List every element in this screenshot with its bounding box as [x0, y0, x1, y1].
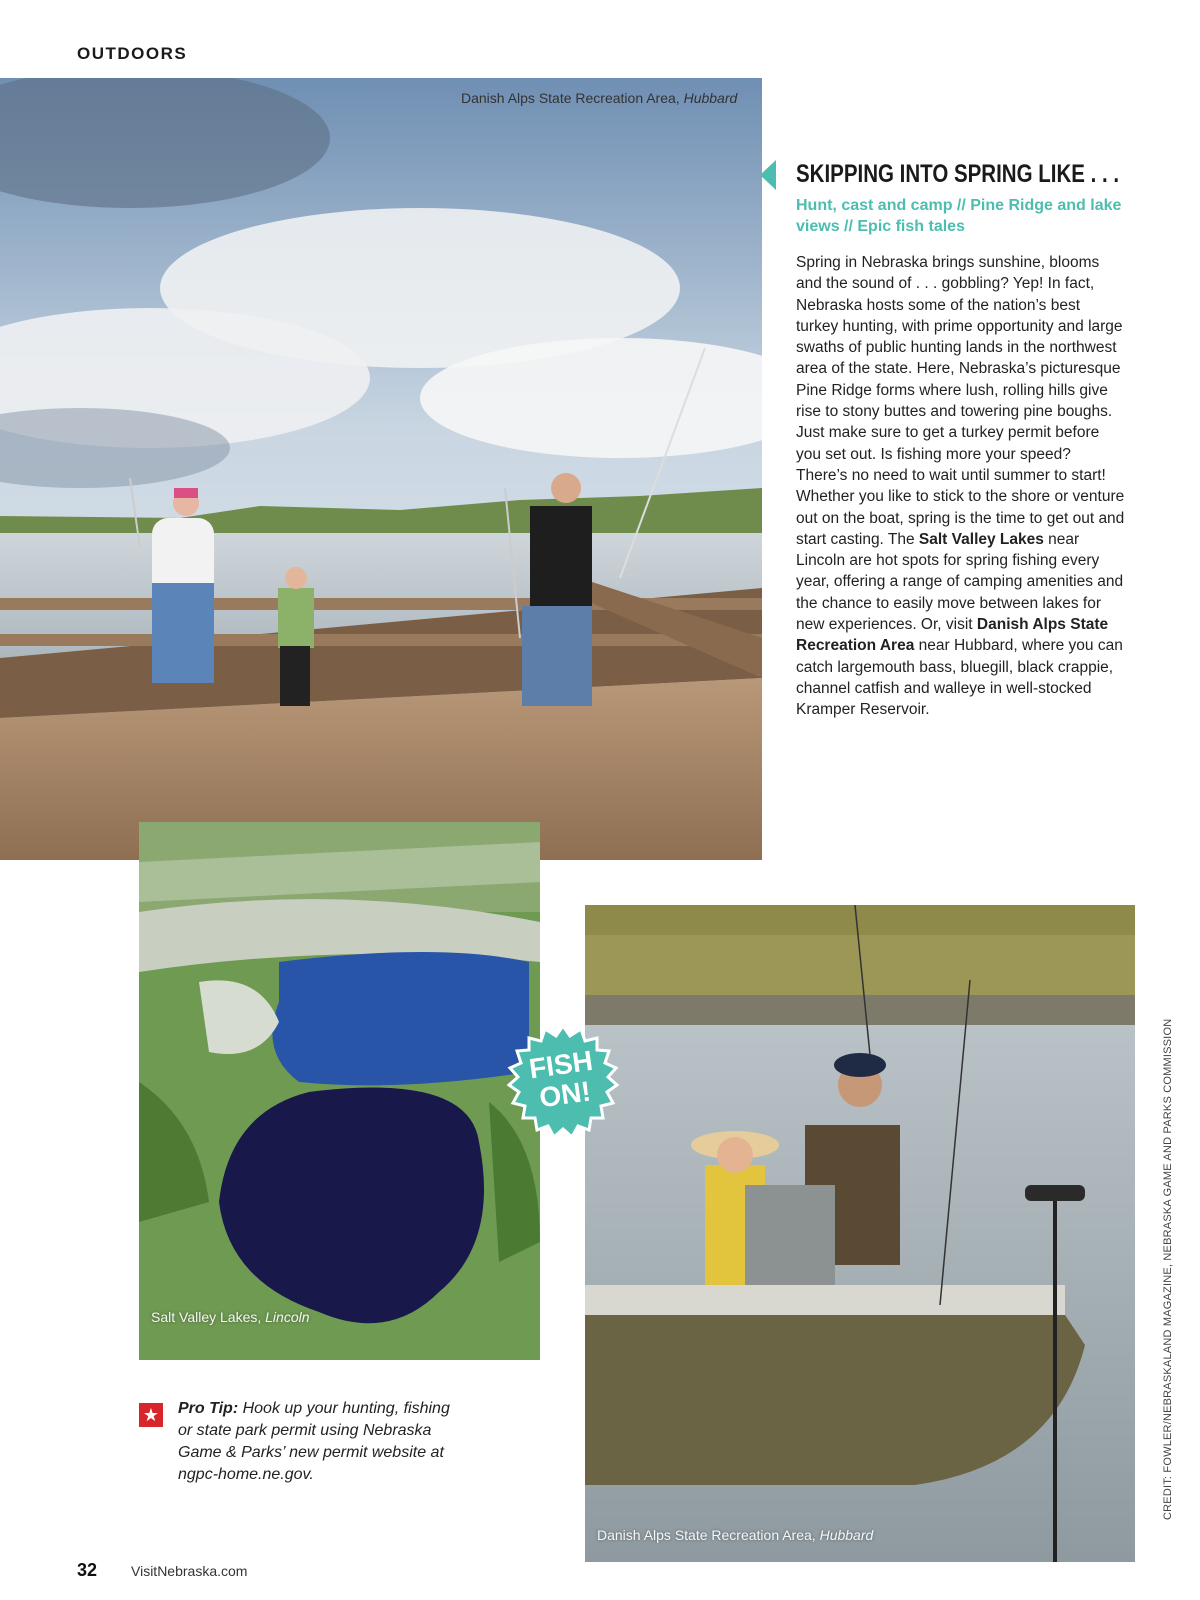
article-body — [796, 252, 1126, 721]
aerial-lakes-photo — [139, 822, 540, 1360]
subhead: Hunt, cast and camp // Pine Ridge and lake views // Epic fish tales — [796, 197, 1122, 235]
site-url: VisitNebraska.com — [131, 1563, 248, 1579]
body-bold-danish-alps: Danish Alps State Recreation Area — [796, 616, 1109, 655]
body-part-3: near Hubbard, where you can catch largemouth bass, bluegill, black crappie, channel catfish and walleye in well-stocked Kramper Reservoir. — [796, 637, 1123, 719]
body-part-1: Spring in Nebraska brings sunshine, blooms and the sound of . . . gobbling? Yep! In fact, Nebraska hosts some of the nation’s best turkey hunting, with prime opportunity and large swaths of public hunting lands in the northwest area of the state. Here, Nebraska’s picturesque Pine Ridge forms where lush, rolling hills give rise to stony buttes and towering pine boughs. Just make sure to get a turkey permit before you set out. Is fishing more your speed? There’s no need to wait until summer to start! Whether you like to stick to the shore or venture out on the boat, spring is the time to get out and start casting. The — [796, 254, 1125, 548]
caption-place: Danish Alps State Recreation Area, — [597, 1527, 820, 1543]
body-part-2: near Lincoln are hot spots for spring fishing every year, offering a range of camping amenities and the chance to easily move between lakes for new experiences. Or, visit — [796, 530, 1124, 634]
caption-town: Hubbard — [683, 90, 738, 106]
headline: SKIPPING INTO SPRING LIKE . . . — [796, 160, 1120, 188]
dock-photo-caption — [461, 90, 737, 106]
caption-town: Hubbard — [819, 1527, 874, 1543]
caption-place: Salt Valley Lakes, — [151, 1309, 266, 1325]
badge-line-1: FISH — [527, 1044, 595, 1085]
badge-line-2: ON! — [537, 1075, 593, 1114]
pro-tip — [178, 1398, 468, 1486]
photo-credit: CREDIT: FOWLER/NEBRASKALAND MAGAZINE, NEBRASKA GAME AND PARKS COMMISSION — [1162, 1018, 1174, 1520]
page-number: 32 — [77, 1560, 98, 1580]
aerial-photo-caption — [151, 1309, 310, 1325]
caption-place: Danish Alps State Recreation Area, — [461, 90, 684, 106]
pointer-triangle — [760, 160, 776, 190]
dock-fishing-photo — [0, 78, 762, 860]
caption-town: Lincoln — [265, 1309, 310, 1325]
section-label: OUTDOORS — [77, 44, 188, 63]
boat-photo-caption — [597, 1527, 873, 1543]
fish-on-badge — [504, 1024, 622, 1142]
pro-tip-label: Pro Tip: — [178, 1400, 239, 1417]
body-bold-salt-valley: Salt Valley Lakes — [918, 530, 1044, 548]
pro-tip-text: Hook up your hunting, fishing or state park permit using Nebraska Game & Parks’ new permit website at ngpc-home.ne.gov. — [178, 1400, 450, 1483]
boat-fishing-photo — [585, 905, 1135, 1562]
star-icon: ★ — [139, 1403, 163, 1427]
